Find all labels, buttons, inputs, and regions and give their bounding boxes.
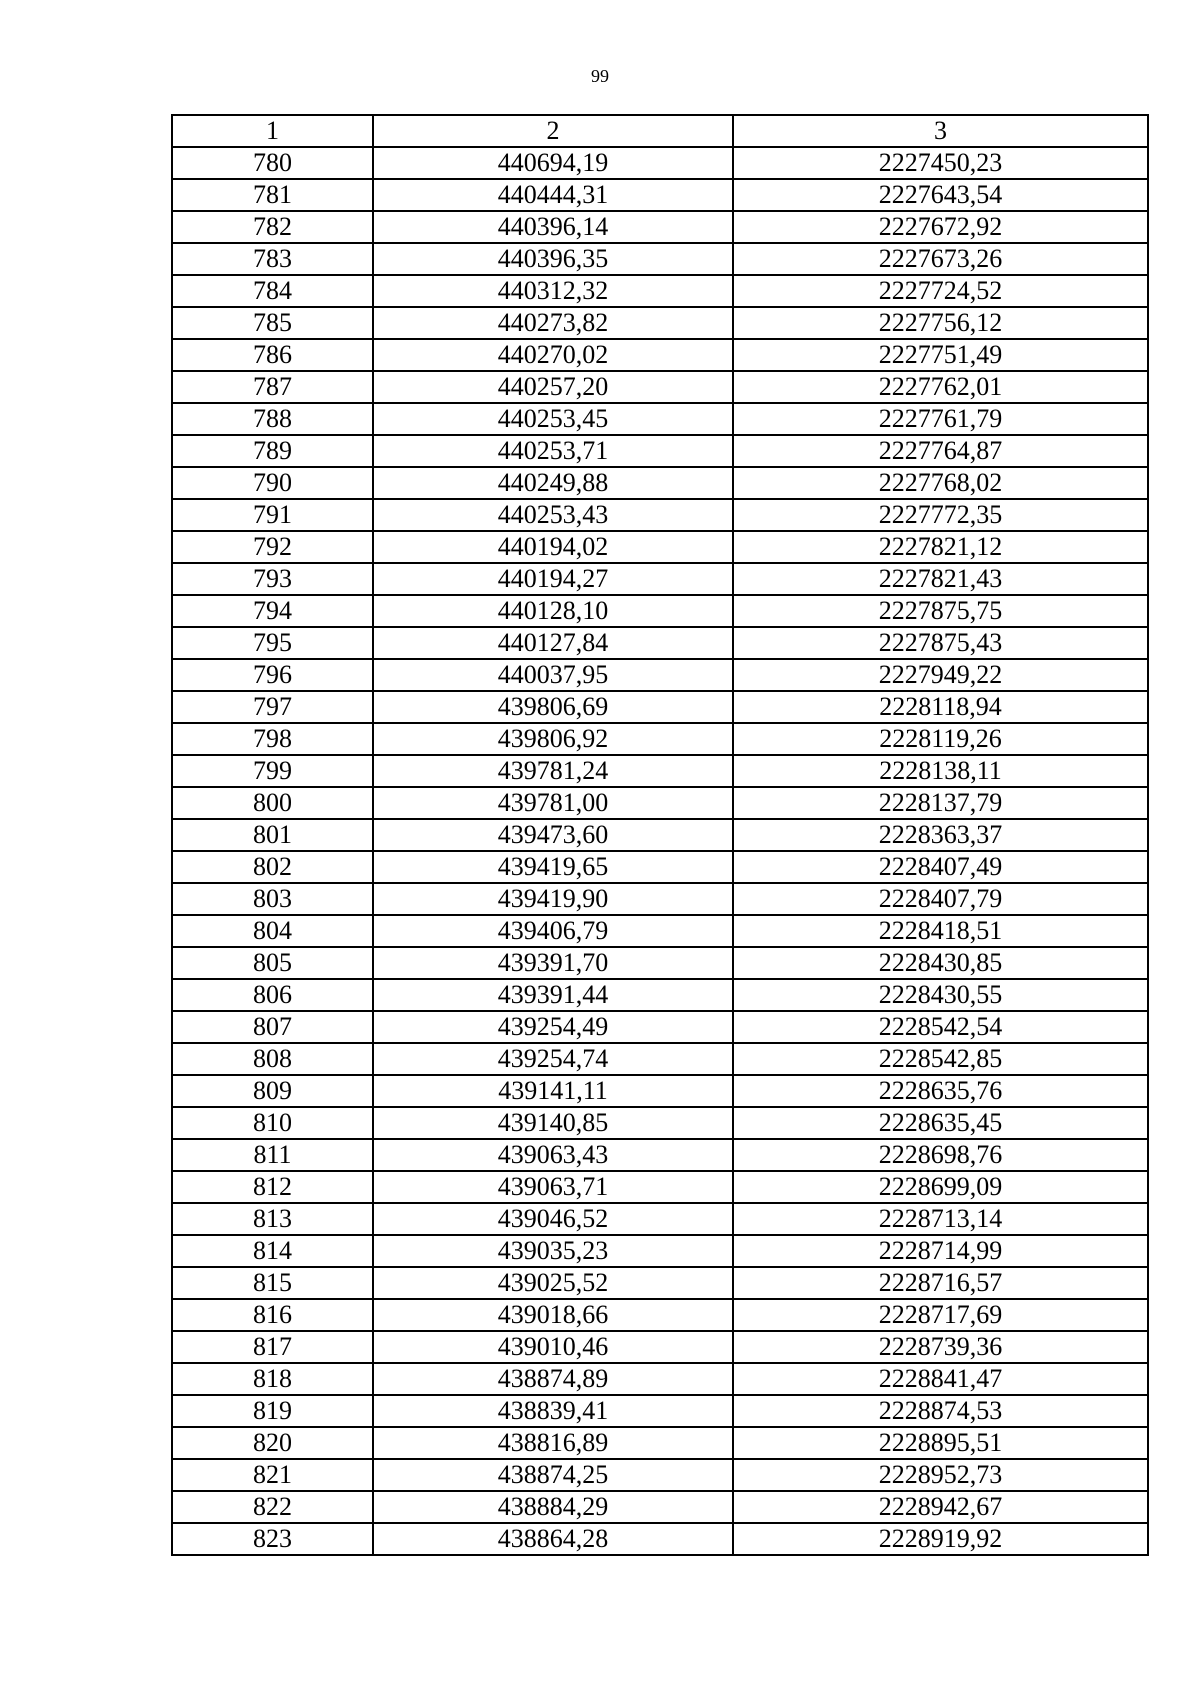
point-number-cell: 814: [172, 1235, 373, 1267]
x-coordinate-cell: 440253,43: [373, 499, 733, 531]
y-coordinate-cell: 2227450,23: [733, 147, 1148, 179]
table-row: [172, 1299, 1148, 1331]
table-row: [172, 147, 1148, 179]
x-coordinate-cell: 440253,71: [373, 435, 733, 467]
y-coordinate-cell: 2228739,36: [733, 1331, 1148, 1363]
y-coordinate-cell: 2227875,75: [733, 595, 1148, 627]
y-coordinate-cell: 2228407,79: [733, 883, 1148, 915]
x-coordinate-cell: 438874,25: [373, 1459, 733, 1491]
y-coordinate-cell: 2227768,02: [733, 467, 1148, 499]
y-coordinate-cell: 2228542,85: [733, 1043, 1148, 1075]
point-number-cell: 821: [172, 1459, 373, 1491]
x-coordinate-cell: 439419,65: [373, 851, 733, 883]
point-number-cell: 808: [172, 1043, 373, 1075]
y-coordinate-cell: 2228714,99: [733, 1235, 1148, 1267]
table-row: [172, 1011, 1148, 1043]
x-coordinate-cell: 439473,60: [373, 819, 733, 851]
table-row: [172, 659, 1148, 691]
point-number-cell: 790: [172, 467, 373, 499]
table-row: [172, 403, 1148, 435]
table-row: [172, 819, 1148, 851]
x-coordinate-cell: 438874,89: [373, 1363, 733, 1395]
point-number-cell: 788: [172, 403, 373, 435]
table-row: [172, 1267, 1148, 1299]
y-coordinate-cell: 2227949,22: [733, 659, 1148, 691]
y-coordinate-cell: 2227751,49: [733, 339, 1148, 371]
table-row: [172, 467, 1148, 499]
x-coordinate-cell: 440273,82: [373, 307, 733, 339]
table-row: [172, 1171, 1148, 1203]
y-coordinate-cell: 2228919,92: [733, 1523, 1148, 1555]
y-coordinate-cell: 2228407,49: [733, 851, 1148, 883]
table-row: [172, 1235, 1148, 1267]
table-row: [172, 979, 1148, 1011]
y-coordinate-cell: 2227761,79: [733, 403, 1148, 435]
x-coordinate-cell: 439391,70: [373, 947, 733, 979]
point-number-cell: 799: [172, 755, 373, 787]
point-number-cell: 802: [172, 851, 373, 883]
header-cell-1: 1: [172, 115, 373, 147]
point-number-cell: 819: [172, 1395, 373, 1427]
x-coordinate-cell: 439025,52: [373, 1267, 733, 1299]
x-coordinate-cell: 438816,89: [373, 1427, 733, 1459]
point-number-cell: 783: [172, 243, 373, 275]
point-number-cell: 817: [172, 1331, 373, 1363]
coordinates-table: [171, 114, 1149, 1556]
y-coordinate-cell: 2228698,76: [733, 1139, 1148, 1171]
table-row: [172, 1331, 1148, 1363]
header-row: [172, 115, 1148, 147]
y-coordinate-cell: 2228717,69: [733, 1299, 1148, 1331]
x-coordinate-cell: 439140,85: [373, 1107, 733, 1139]
point-number-cell: 803: [172, 883, 373, 915]
x-coordinate-cell: 439063,71: [373, 1171, 733, 1203]
point-number-cell: 820: [172, 1427, 373, 1459]
x-coordinate-cell: 439141,11: [373, 1075, 733, 1107]
x-coordinate-cell: 440194,02: [373, 531, 733, 563]
table-row: [172, 883, 1148, 915]
point-number-cell: 810: [172, 1107, 373, 1139]
x-coordinate-cell: 440270,02: [373, 339, 733, 371]
point-number-cell: 781: [172, 179, 373, 211]
table-row: [172, 1491, 1148, 1523]
x-coordinate-cell: 440396,35: [373, 243, 733, 275]
table-header: [172, 115, 1148, 147]
point-number-cell: 822: [172, 1491, 373, 1523]
point-number-cell: 792: [172, 531, 373, 563]
y-coordinate-cell: 2227762,01: [733, 371, 1148, 403]
table-row: [172, 1459, 1148, 1491]
table-row: [172, 179, 1148, 211]
x-coordinate-cell: 439781,00: [373, 787, 733, 819]
point-number-cell: 813: [172, 1203, 373, 1235]
y-coordinate-cell: 2228874,53: [733, 1395, 1148, 1427]
y-coordinate-cell: 2227772,35: [733, 499, 1148, 531]
y-coordinate-cell: 2228119,26: [733, 723, 1148, 755]
point-number-cell: 811: [172, 1139, 373, 1171]
y-coordinate-cell: 2227673,26: [733, 243, 1148, 275]
table-row: [172, 531, 1148, 563]
point-number-cell: 780: [172, 147, 373, 179]
table-row: [172, 627, 1148, 659]
x-coordinate-cell: 439046,52: [373, 1203, 733, 1235]
x-coordinate-cell: 439035,23: [373, 1235, 733, 1267]
table-row: [172, 947, 1148, 979]
x-coordinate-cell: 440444,31: [373, 179, 733, 211]
x-coordinate-cell: 439406,79: [373, 915, 733, 947]
header-cell-2: 2: [373, 115, 733, 147]
x-coordinate-cell: 440253,45: [373, 403, 733, 435]
point-number-cell: 807: [172, 1011, 373, 1043]
table-row: [172, 1075, 1148, 1107]
table-row: [172, 595, 1148, 627]
point-number-cell: 809: [172, 1075, 373, 1107]
x-coordinate-cell: 439806,69: [373, 691, 733, 723]
x-coordinate-cell: 439254,49: [373, 1011, 733, 1043]
x-coordinate-cell: 440694,19: [373, 147, 733, 179]
point-number-cell: 800: [172, 787, 373, 819]
point-number-cell: 805: [172, 947, 373, 979]
table-row: [172, 1139, 1148, 1171]
x-coordinate-cell: 439391,44: [373, 979, 733, 1011]
point-number-cell: 784: [172, 275, 373, 307]
point-number-cell: 786: [172, 339, 373, 371]
x-coordinate-cell: 440127,84: [373, 627, 733, 659]
y-coordinate-cell: 2227875,43: [733, 627, 1148, 659]
y-coordinate-cell: 2228418,51: [733, 915, 1148, 947]
x-coordinate-cell: 439018,66: [373, 1299, 733, 1331]
x-coordinate-cell: 440257,20: [373, 371, 733, 403]
y-coordinate-cell: 2228699,09: [733, 1171, 1148, 1203]
point-number-cell: 782: [172, 211, 373, 243]
table-body: [172, 147, 1148, 1555]
table-row: [172, 755, 1148, 787]
point-number-cell: 787: [172, 371, 373, 403]
point-number-cell: 795: [172, 627, 373, 659]
table-row: [172, 851, 1148, 883]
table-row: [172, 915, 1148, 947]
point-number-cell: 818: [172, 1363, 373, 1395]
point-number-cell: 812: [172, 1171, 373, 1203]
x-coordinate-cell: 439781,24: [373, 755, 733, 787]
table-row: [172, 787, 1148, 819]
y-coordinate-cell: 2228430,85: [733, 947, 1148, 979]
point-number-cell: 785: [172, 307, 373, 339]
point-number-cell: 806: [172, 979, 373, 1011]
x-coordinate-cell: 440037,95: [373, 659, 733, 691]
x-coordinate-cell: 439806,92: [373, 723, 733, 755]
x-coordinate-cell: 440312,32: [373, 275, 733, 307]
table-row: [172, 563, 1148, 595]
y-coordinate-cell: 2228716,57: [733, 1267, 1148, 1299]
y-coordinate-cell: 2228137,79: [733, 787, 1148, 819]
point-number-cell: 791: [172, 499, 373, 531]
table-row: [172, 1395, 1148, 1427]
y-coordinate-cell: 2228118,94: [733, 691, 1148, 723]
y-coordinate-cell: 2227821,43: [733, 563, 1148, 595]
y-coordinate-cell: 2227672,92: [733, 211, 1148, 243]
table-row: [172, 1363, 1148, 1395]
point-number-cell: 801: [172, 819, 373, 851]
point-number-cell: 815: [172, 1267, 373, 1299]
table-row: [172, 499, 1148, 531]
table-row: [172, 339, 1148, 371]
x-coordinate-cell: 440249,88: [373, 467, 733, 499]
table-row: [172, 371, 1148, 403]
y-coordinate-cell: 2228363,37: [733, 819, 1148, 851]
y-coordinate-cell: 2228138,11: [733, 755, 1148, 787]
point-number-cell: 793: [172, 563, 373, 595]
point-number-cell: 798: [172, 723, 373, 755]
y-coordinate-cell: 2227764,87: [733, 435, 1148, 467]
page-number: 99: [591, 66, 609, 86]
table-row: [172, 1523, 1148, 1555]
y-coordinate-cell: 2227724,52: [733, 275, 1148, 307]
point-number-cell: 796: [172, 659, 373, 691]
y-coordinate-cell: 2227821,12: [733, 531, 1148, 563]
y-coordinate-cell: 2227643,54: [733, 179, 1148, 211]
point-number-cell: 804: [172, 915, 373, 947]
x-coordinate-cell: 440194,27: [373, 563, 733, 595]
x-coordinate-cell: 438864,28: [373, 1523, 733, 1555]
x-coordinate-cell: 438839,41: [373, 1395, 733, 1427]
x-coordinate-cell: 440128,10: [373, 595, 733, 627]
x-coordinate-cell: 439010,46: [373, 1331, 733, 1363]
table-row: [172, 275, 1148, 307]
x-coordinate-cell: 439419,90: [373, 883, 733, 915]
x-coordinate-cell: 440396,14: [373, 211, 733, 243]
y-coordinate-cell: 2228841,47: [733, 1363, 1148, 1395]
point-number-cell: 797: [172, 691, 373, 723]
table-row: [172, 211, 1148, 243]
y-coordinate-cell: 2228635,45: [733, 1107, 1148, 1139]
table-row: [172, 691, 1148, 723]
point-number-cell: 789: [172, 435, 373, 467]
point-number-cell: 816: [172, 1299, 373, 1331]
y-coordinate-cell: 2228713,14: [733, 1203, 1148, 1235]
table-row: [172, 723, 1148, 755]
x-coordinate-cell: 439063,43: [373, 1139, 733, 1171]
header-cell-3: 3: [733, 115, 1148, 147]
table-row: [172, 307, 1148, 339]
point-number-cell: 823: [172, 1523, 373, 1555]
y-coordinate-cell: 2228635,76: [733, 1075, 1148, 1107]
table-row: [172, 435, 1148, 467]
x-coordinate-cell: 438884,29: [373, 1491, 733, 1523]
y-coordinate-cell: 2228542,54: [733, 1011, 1148, 1043]
y-coordinate-cell: 2228430,55: [733, 979, 1148, 1011]
y-coordinate-cell: 2228952,73: [733, 1459, 1148, 1491]
table-row: [172, 243, 1148, 275]
point-number-cell: 794: [172, 595, 373, 627]
table-row: [172, 1203, 1148, 1235]
x-coordinate-cell: 439254,74: [373, 1043, 733, 1075]
table-row: [172, 1107, 1148, 1139]
table-row: [172, 1043, 1148, 1075]
y-coordinate-cell: 2228942,67: [733, 1491, 1148, 1523]
y-coordinate-cell: 2228895,51: [733, 1427, 1148, 1459]
y-coordinate-cell: 2227756,12: [733, 307, 1148, 339]
table-row: [172, 1427, 1148, 1459]
